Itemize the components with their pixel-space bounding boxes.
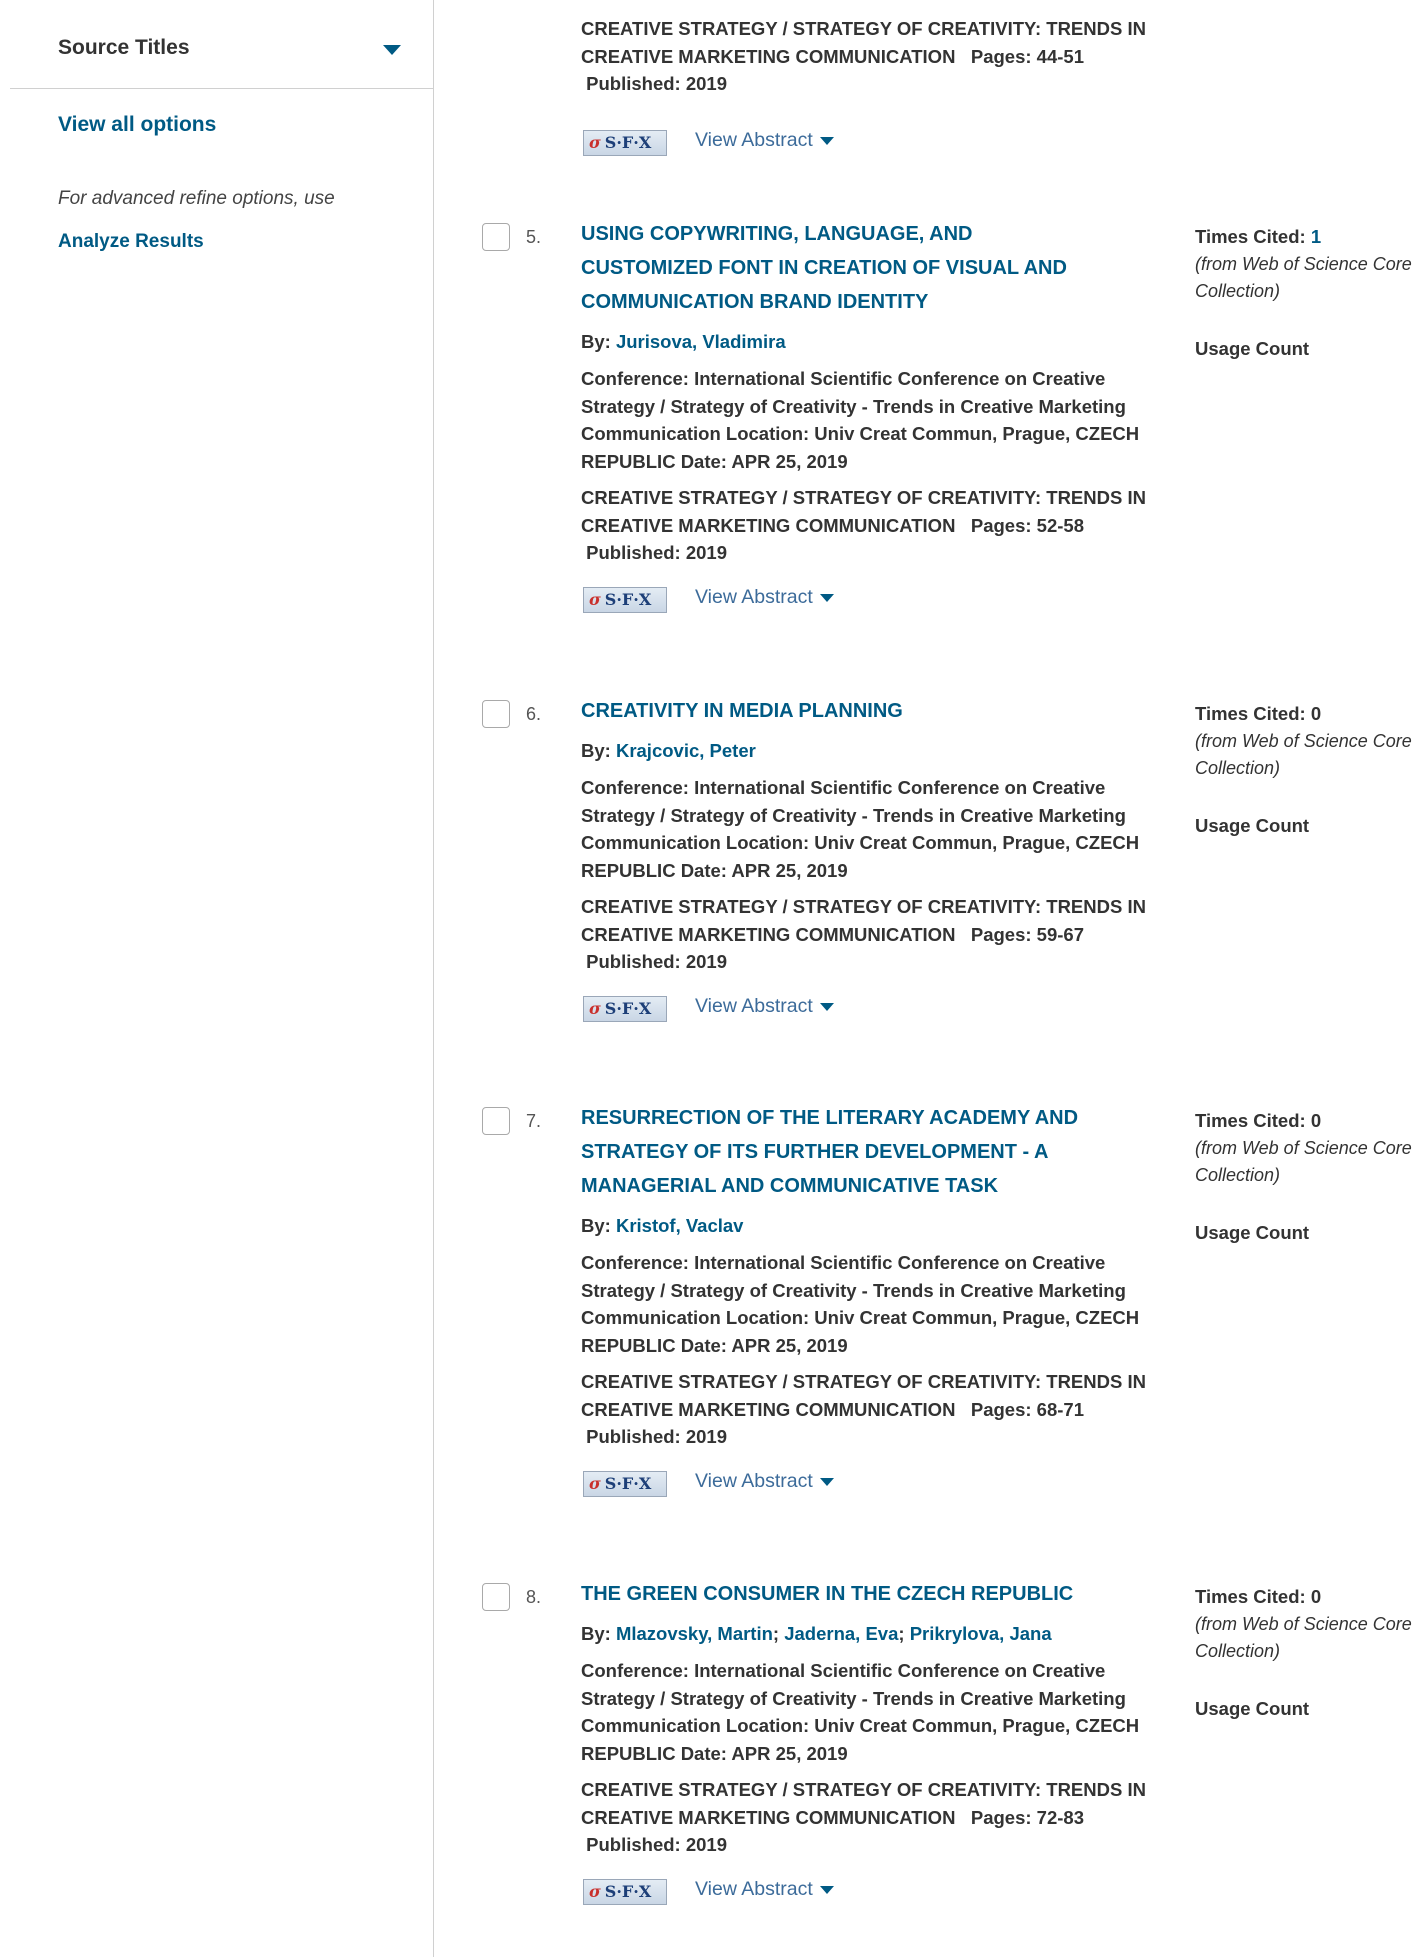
record-authors xyxy=(581,1212,1161,1240)
record-source: CREATIVE STRATEGY / STRATEGY OF CREATIVITY: TRENDS IN CREATIVE MARKETING COMMUNICATION xyxy=(581,18,1146,67)
analyze-results-link[interactable]: Analyze Results xyxy=(58,231,204,252)
record-source: CREATIVE STRATEGY / STRATEGY OF CREATIVITY: TRENDS IN CREATIVE MARKETING COMMUNICATION xyxy=(581,1371,1146,1420)
author-link[interactable]: Jurisova, Vladimira xyxy=(615,331,786,352)
author-link[interactable]: Kristof, Vaclav xyxy=(615,1215,744,1236)
record-title-link[interactable]: USING COPYWRITING, LANGUAGE, AND CUSTOMIZED FONT IN CREATION OF VISUAL AND COMMUNICATION BRAND IDENTITY xyxy=(581,223,1067,313)
sfx-label: S·F·X xyxy=(604,1474,652,1493)
caret-down-icon xyxy=(820,1478,834,1486)
usage-count-label[interactable]: Usage Count xyxy=(1195,814,1310,836)
record-number: 8. xyxy=(526,1587,542,1607)
times-cited-source-note: (from Web of Science Core Collection) xyxy=(1195,730,1412,778)
view-abstract-label: View Abstract xyxy=(695,129,813,151)
citation-panel xyxy=(1195,223,1415,362)
record-authors xyxy=(581,737,1161,765)
sfx-label: S·F·X xyxy=(604,999,652,1018)
record-pages: Pages: 59-67 xyxy=(970,923,1084,945)
record-checkbox[interactable] xyxy=(482,1583,510,1611)
times-cited xyxy=(1195,700,1415,728)
record-checkbox[interactable] xyxy=(482,1107,510,1135)
record-number: 7. xyxy=(526,1111,542,1131)
record-published: Published: 2019 xyxy=(586,542,727,563)
times-cited-label: Times Cited: xyxy=(1195,1110,1306,1131)
author-link[interactable]: Mlazovsky, Martin xyxy=(615,1623,773,1644)
record-source: CREATIVE STRATEGY / STRATEGY OF CREATIVITY: TRENDS IN CREATIVE MARKETING COMMUNICATION xyxy=(581,487,1146,536)
view-abstract-link[interactable] xyxy=(695,1470,834,1493)
view-all-options-link[interactable]: View all options xyxy=(58,113,217,136)
sfx-button[interactable] xyxy=(583,130,667,156)
sfx-logo-icon: σ xyxy=(589,999,601,1018)
record-source-block xyxy=(581,893,1161,976)
view-abstract-label: View Abstract xyxy=(695,1878,813,1900)
record-number: 6. xyxy=(526,704,542,724)
times-cited-source-note: (from Web of Science Core Collection) xyxy=(1195,253,1412,301)
sfx-logo-icon: σ xyxy=(589,590,601,609)
sfx-button[interactable] xyxy=(583,587,667,613)
record-checkbox[interactable] xyxy=(482,223,510,251)
author-link[interactable]: Jaderna, Eva xyxy=(784,1623,899,1644)
view-abstract-label: View Abstract xyxy=(695,1470,813,1492)
citation-panel xyxy=(1195,1107,1415,1246)
caret-down-icon xyxy=(820,1886,834,1894)
view-abstract-link[interactable] xyxy=(695,586,834,609)
record-published: Published: 2019 xyxy=(586,73,727,94)
author-link[interactable]: Prikrylova, Jana xyxy=(909,1623,1052,1644)
view-abstract-link[interactable] xyxy=(695,129,834,152)
sfx-button[interactable] xyxy=(583,1471,667,1497)
source-titles-header[interactable] xyxy=(10,0,433,89)
caret-down-icon xyxy=(820,1003,834,1011)
view-abstract-label: View Abstract xyxy=(695,995,813,1017)
usage-count-label[interactable]: Usage Count xyxy=(1195,1221,1310,1243)
caret-down-icon xyxy=(820,594,834,602)
times-cited-value: 0 xyxy=(1310,703,1322,724)
view-abstract-link[interactable] xyxy=(695,1878,834,1901)
sfx-logo-icon: σ xyxy=(589,1882,601,1901)
record-pages: Pages: 68-71 xyxy=(970,1398,1084,1420)
record-title-link[interactable]: CREATIVITY IN MEDIA PLANNING xyxy=(581,700,903,722)
record-source-block xyxy=(581,15,1161,98)
record-source-block xyxy=(581,484,1161,567)
record-title-link[interactable]: THE GREEN CONSUMER IN THE CZECH REPUBLIC xyxy=(581,1583,1074,1605)
record-pages: Pages: 72-83 xyxy=(970,1806,1084,1828)
record-published: Published: 2019 xyxy=(586,951,727,972)
source-titles-label[interactable]: Source Titles xyxy=(58,36,190,59)
record-conference: Conference: International Scientific Conference on Creative Strategy / Strategy of Creativity - Trends in Creative Marketing Communication Location: Univ Creat Commun, Prague, CZECH REPUBLIC Date: APR 25, 2019 xyxy=(581,368,1140,472)
view-abstract-link[interactable] xyxy=(695,995,834,1018)
times-cited-value[interactable]: 1 xyxy=(1310,226,1322,247)
sfx-button[interactable] xyxy=(583,1879,667,1905)
record-number: 5. xyxy=(526,227,542,247)
times-cited xyxy=(1195,223,1415,251)
sfx-label: S·F·X xyxy=(604,133,652,152)
times-cited-value: 0 xyxy=(1310,1586,1322,1607)
record-pages: Pages: 52-58 xyxy=(970,514,1084,536)
record-checkbox[interactable] xyxy=(482,700,510,728)
times-cited xyxy=(1195,1583,1415,1611)
citation-panel xyxy=(1195,700,1415,839)
times-cited-source-note: (from Web of Science Core Collection) xyxy=(1195,1613,1412,1661)
usage-count-label[interactable]: Usage Count xyxy=(1195,1697,1310,1719)
record-source-block xyxy=(581,1776,1161,1859)
view-abstract-label: View Abstract xyxy=(695,586,813,608)
chevron-down-icon[interactable] xyxy=(383,45,401,55)
record-source: CREATIVE STRATEGY / STRATEGY OF CREATIVITY: TRENDS IN CREATIVE MARKETING COMMUNICATION xyxy=(581,1779,1146,1828)
times-cited-label: Times Cited: xyxy=(1195,226,1306,247)
usage-count-label[interactable]: Usage Count xyxy=(1195,337,1310,359)
advanced-refine-note: For advanced refine options, use xyxy=(58,188,335,209)
times-cited-label: Times Cited: xyxy=(1195,1586,1306,1607)
record-source: CREATIVE STRATEGY / STRATEGY OF CREATIVITY: TRENDS IN CREATIVE MARKETING COMMUNICATION xyxy=(581,896,1146,945)
record-conference: Conference: International Scientific Conference on Creative Strategy / Strategy of Creativity - Trends in Creative Marketing Communication Location: Univ Creat Commun, Prague, CZECH REPUBLIC Date: APR 25, 2019 xyxy=(581,1252,1140,1356)
sfx-logo-icon: σ xyxy=(589,1474,601,1493)
times-cited-source-note: (from Web of Science Core Collection) xyxy=(1195,1137,1412,1185)
caret-down-icon xyxy=(820,137,834,145)
by-label: By: xyxy=(581,1215,611,1236)
sfx-label: S·F·X xyxy=(604,590,652,609)
sfx-button[interactable] xyxy=(583,996,667,1022)
by-label: By: xyxy=(581,1623,611,1644)
record-pages: Pages: 44-51 xyxy=(970,45,1084,67)
record-authors xyxy=(581,328,1161,356)
times-cited-label: Times Cited: xyxy=(1195,703,1306,724)
record-conference: Conference: International Scientific Conference on Creative Strategy / Strategy of Creativity - Trends in Creative Marketing Communication Location: Univ Creat Commun, Prague, CZECH REPUBLIC Date: APR 25, 2019 xyxy=(581,1660,1140,1764)
author-link[interactable]: Krajcovic, Peter xyxy=(615,740,756,761)
citation-panel xyxy=(1195,1583,1415,1722)
record-title-link[interactable]: RESURRECTION OF THE LITERARY ACADEMY AND STRATEGY OF ITS FURTHER DEVELOPMENT - A MANAGERIAL AND COMMUNICATIVE TASK xyxy=(581,1107,1079,1197)
refine-sidebar xyxy=(10,0,434,1957)
by-label: By: xyxy=(581,331,611,352)
record-conference: Conference: International Scientific Conference on Creative Strategy / Strategy of Creativity - Trends in Creative Marketing Communication Location: Univ Creat Commun, Prague, CZECH REPUBLIC Date: APR 25, 2019 xyxy=(581,777,1140,881)
record-source-block xyxy=(581,1368,1161,1451)
times-cited xyxy=(1195,1107,1415,1135)
record-published: Published: 2019 xyxy=(586,1834,727,1855)
sfx-label: S·F·X xyxy=(604,1882,652,1901)
times-cited-value: 0 xyxy=(1310,1110,1322,1131)
record-published: Published: 2019 xyxy=(586,1426,727,1447)
by-label: By: xyxy=(581,740,611,761)
sfx-logo-icon: σ xyxy=(589,133,601,152)
record-authors: By: Mlazovsky, Martin; Jaderna, Eva; Prikrylova, Jana xyxy=(581,1623,1052,1644)
